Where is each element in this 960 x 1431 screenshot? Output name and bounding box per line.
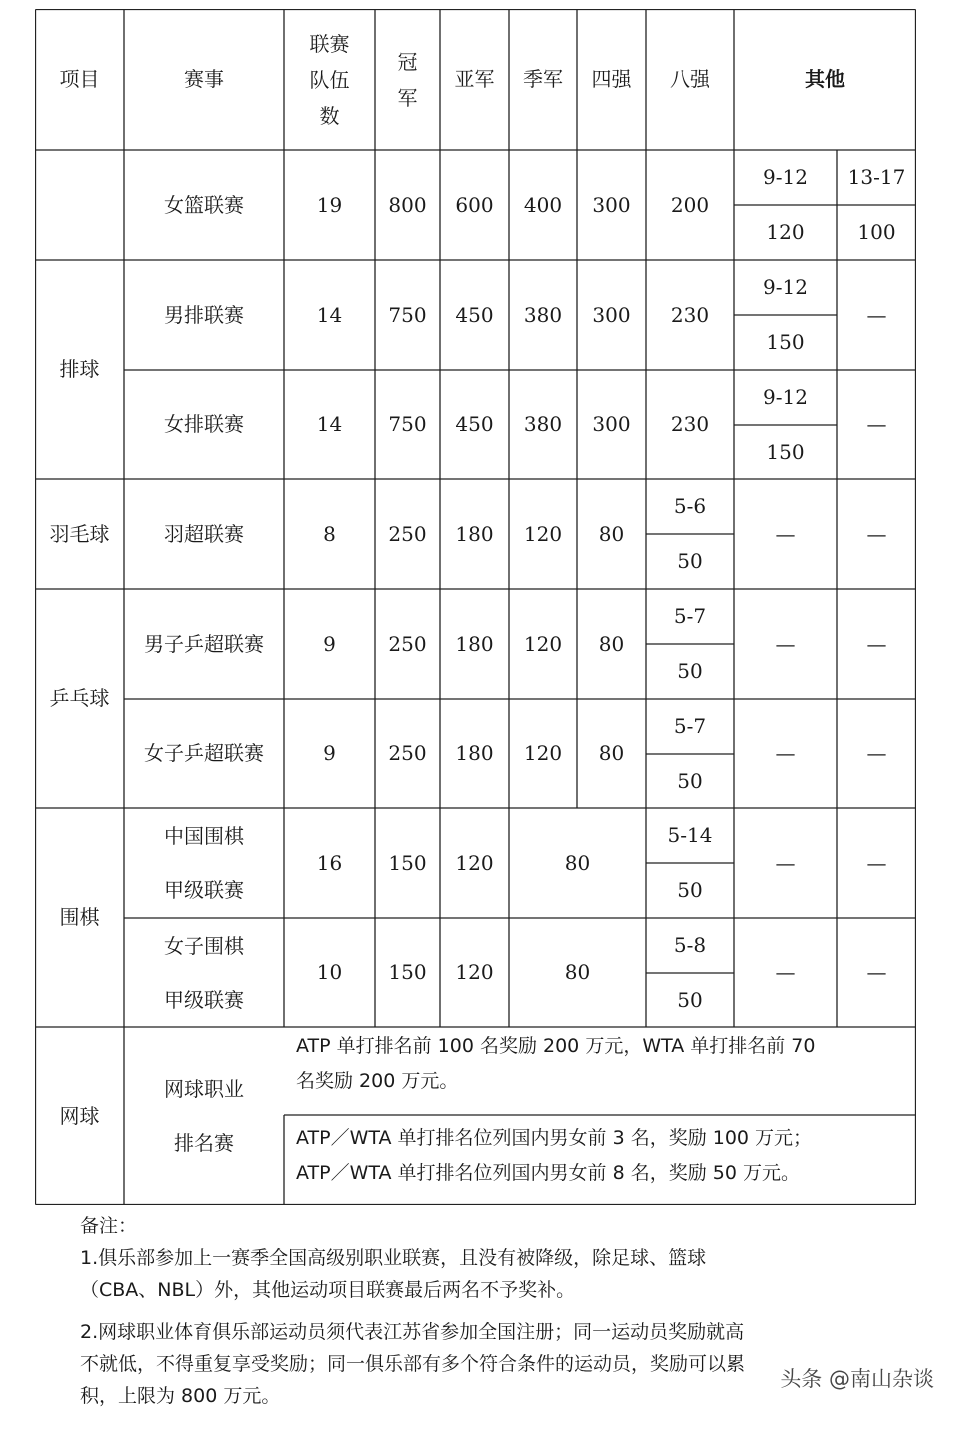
header-teams: 联赛 队伍 数: [309, 31, 350, 128]
third-top4-wgo: 80: [564, 960, 591, 984]
other2-badminton: —: [866, 521, 887, 546]
event-tennis: 网球职业 排名赛: [164, 1077, 244, 1155]
header-event: 赛事: [184, 67, 224, 91]
champion-wgo: 150: [388, 960, 427, 984]
reward-table: [35, 9, 916, 1205]
header-third: 季军: [523, 67, 563, 91]
note-2-line-2: 不就低，不得重复享受奖励；同一俱乐部有多个符合条件的运动员，奖励可以累: [80, 1353, 746, 1375]
project-go: 围棋: [59, 905, 100, 929]
other1-mtt: —: [775, 631, 796, 656]
top8-val-wgo: 50: [677, 987, 703, 1012]
event-mtt: 男子乒超联赛: [144, 631, 264, 656]
other2-rank-wbasket: 13-17: [847, 165, 906, 189]
other2-wvolley: —: [866, 412, 887, 436]
champion-badminton: 250: [388, 521, 427, 546]
other1-wtt: —: [775, 741, 796, 765]
top8-rank-mtt: 5-7: [673, 604, 707, 628]
event-wtt: 女子乒超联赛: [144, 741, 264, 765]
runnerup-wvolley: 450: [455, 412, 494, 436]
teams-mtt: 9: [323, 631, 336, 656]
top8-rank-wtt: 5-7: [673, 714, 707, 738]
event-badminton: 羽超联赛: [164, 521, 244, 546]
other2-val-wbasket: 100: [857, 220, 896, 244]
champion-wvolley: 750: [388, 412, 427, 436]
other2-mtt: —: [866, 631, 887, 656]
top8-mvolley: 230: [670, 302, 710, 327]
tennis-notice-2: ATP／WTA 单打排名位列国内男女前 3 名，奖励 100 万元； ATP／WTA 单打排名位列国内男女前 8 名，奖励 50 万元。: [296, 1127, 813, 1184]
header-runner-up: 亚军: [454, 67, 495, 91]
runnerup-mvolley: 450: [455, 302, 494, 327]
teams-wgo: 10: [316, 960, 343, 984]
teams-wvolley: 14: [316, 412, 343, 436]
runnerup-go: 120: [455, 850, 494, 875]
header-other: 其他: [805, 67, 845, 91]
third-top4-go: 80: [564, 850, 591, 875]
project-badminton: 羽毛球: [49, 521, 110, 546]
top8-rank-wgo: 5-8: [673, 933, 707, 957]
third-mvolley: 380: [523, 302, 563, 327]
teams-wbasket: 19: [316, 192, 343, 217]
other1-go: —: [775, 850, 796, 875]
top4-wbasket: 300: [592, 192, 631, 217]
teams-wtt: 9: [323, 741, 336, 765]
champion-go: 150: [388, 850, 427, 875]
header-champion: 冠 军: [397, 49, 418, 110]
other1-badminton: —: [775, 521, 796, 546]
teams-go: 16: [316, 850, 343, 875]
event-mvolley: 男排联赛: [164, 302, 244, 327]
third-wvolley: 380: [523, 412, 563, 436]
other1-val-wvolley: 150: [766, 439, 805, 464]
runnerup-badminton: 180: [455, 521, 494, 546]
top8-val-mtt: 50: [677, 659, 703, 683]
top8-rank-go: 5-14: [667, 823, 713, 847]
top8-wbasket: 200: [670, 192, 710, 217]
champion-mtt: 250: [388, 631, 427, 656]
champion-wbasket: 800: [388, 192, 427, 217]
event-wbasket: 女篮联赛: [164, 192, 244, 217]
note-2-line-1: 2.网球职业体育俱乐部运动员须代表江苏省参加全国注册；同一运动员奖励就高: [80, 1321, 745, 1343]
note-2-line-3: 积，上限为 800 万元。: [80, 1385, 281, 1407]
champion-mvolley: 750: [388, 302, 427, 327]
top4-mvolley: 300: [592, 302, 631, 327]
project-pingpong: 乒乓球: [49, 686, 110, 710]
top8-val-go: 50: [677, 878, 703, 902]
event-wvolley: 女排联赛: [164, 412, 244, 436]
header-top4: 四强: [591, 67, 632, 91]
top8-rank-badminton: 5-6: [673, 494, 707, 518]
top4-badminton: 80: [598, 521, 625, 546]
other1-val-wbasket: 120: [766, 220, 805, 244]
champion-wtt: 250: [388, 741, 427, 765]
top8-val-badminton: 50: [677, 549, 703, 573]
teams-badminton: 8: [323, 521, 336, 546]
project-volleyball: 排球: [59, 357, 100, 381]
runnerup-wgo: 120: [455, 960, 494, 984]
other2-wgo: —: [866, 960, 887, 984]
note-1-line-1: 1.俱乐部参加上一赛季全国高级别职业联赛，且没有被降级，除足球、篮球: [80, 1247, 707, 1269]
note-1-line-2: （CBA、NBL）外，其他运动项目联赛最后两名不予奖补。: [80, 1279, 576, 1301]
teams-mvolley: 14: [316, 302, 343, 327]
runnerup-mtt: 180: [455, 631, 494, 656]
other1-rank-wvolley: 9-12: [763, 385, 808, 409]
tennis-notice-1: ATP 单打排名前 100 名奖励 200 万元，WTA 单打排名前 70 名奖励 200 万元。: [296, 1035, 816, 1092]
top4-wvolley: 300: [592, 412, 631, 436]
other1-wgo: —: [775, 960, 796, 984]
top4-mtt: 80: [598, 631, 625, 656]
runnerup-wbasket: 600: [455, 192, 494, 217]
header-project: 项目: [59, 67, 100, 91]
top8-wvolley: 230: [670, 412, 710, 436]
other1-rank-mvolley: 9-12: [763, 275, 808, 299]
header-top8: 八强: [670, 67, 710, 91]
top4-wtt: 80: [598, 741, 625, 765]
top8-val-wtt: 50: [677, 768, 703, 793]
third-wbasket: 400: [523, 192, 563, 217]
other1-val-mvolley: 150: [766, 330, 805, 354]
event-wgo: 女子围棋 甲级联赛: [164, 933, 244, 1012]
watermark: 头条 @南山杂谈: [776, 1363, 938, 1393]
runnerup-wtt: 180: [455, 741, 494, 765]
project-tennis: 网球: [59, 1103, 100, 1128]
third-wtt: 120: [523, 741, 563, 765]
other2-wtt: —: [866, 741, 887, 765]
notes-section: [80, 1210, 870, 1412]
other1-rank-wbasket: 9-12: [763, 165, 808, 189]
notes-title: 备注：: [80, 1215, 138, 1237]
third-mtt: 120: [523, 631, 563, 656]
third-badminton: 120: [523, 521, 563, 546]
event-go: 中国围棋 甲级联赛: [164, 824, 244, 902]
other2-go: —: [866, 850, 887, 875]
other2-mvolley: —: [866, 302, 887, 327]
